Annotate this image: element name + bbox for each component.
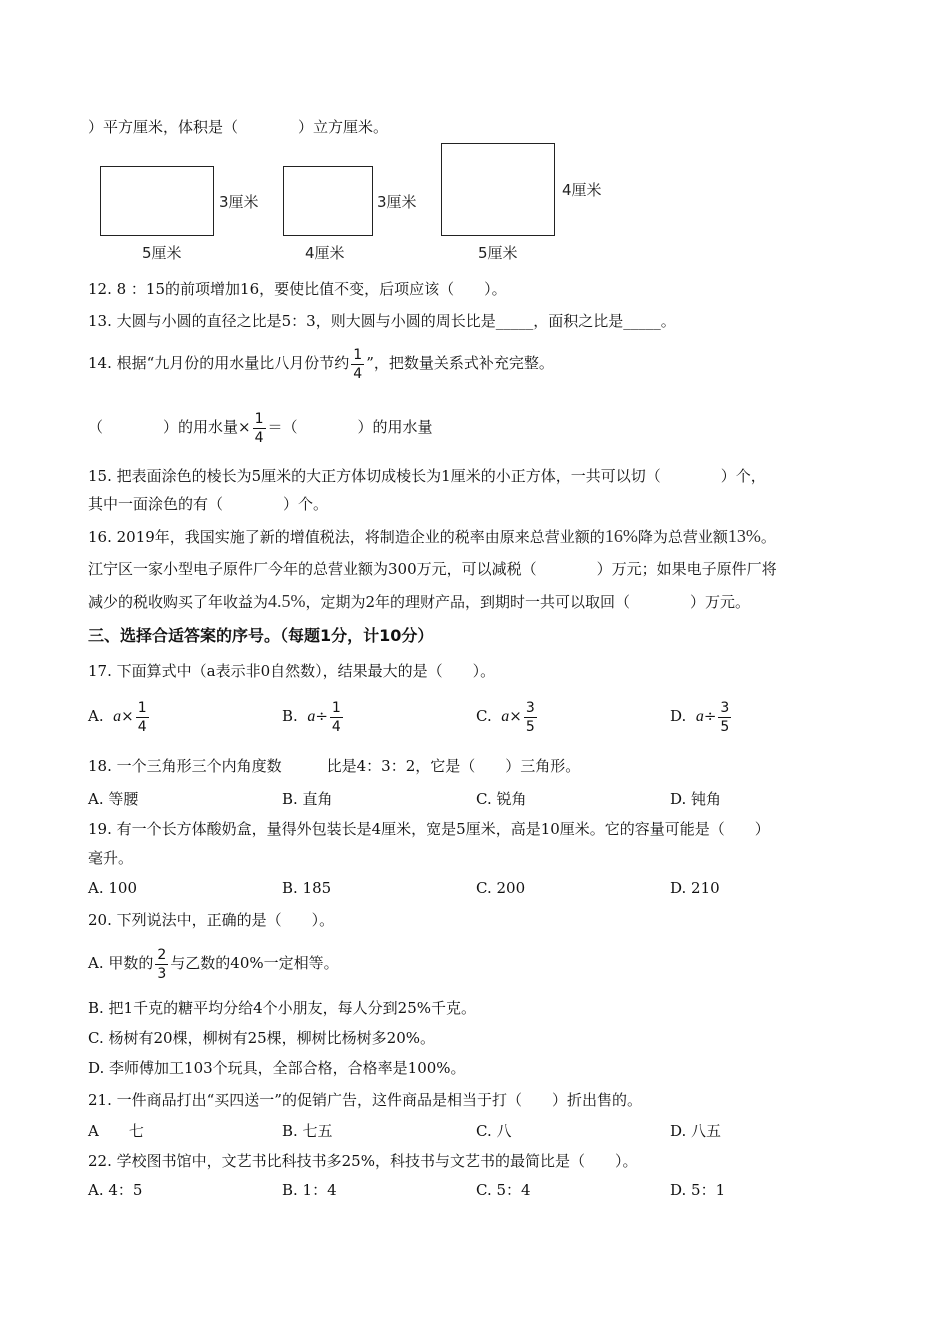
question-15-line-1: 15. 把表面涂色的棱长为5厘米的大正方体切成棱长为1厘米的小正方体，一共可以切（ ）个，	[88, 467, 766, 485]
question-14	[88, 342, 554, 384]
question-14-after: ”，把数量关系式补充完整。	[366, 354, 554, 372]
fraction-denominator: 4	[331, 718, 341, 735]
q21-option-a: A 七	[88, 1122, 144, 1140]
fraction-numerator: 3	[720, 699, 730, 716]
option-fraction	[524, 699, 537, 736]
variable-a: a	[695, 708, 704, 725]
question-20: 20. 下列说法中，正确的是（ ）。	[88, 911, 335, 929]
q16-text-e: ，定期为2年的理财产品，到期时一共可以取回（ ）万元。	[305, 593, 751, 611]
operator: ×	[509, 707, 522, 725]
q20-option-d: D. 李师傅加工103个玩具，全部合格，合格率是100%。	[88, 1059, 466, 1077]
rectangle-2-side: 3厘米	[377, 193, 417, 211]
q22-option-b: B. 1：4	[282, 1181, 337, 1199]
q19-option-d: D. 210	[670, 879, 720, 897]
option-label: C.	[476, 707, 492, 725]
q22-option-a: A. 4：5	[88, 1181, 143, 1199]
percent-4-5: 4.5%	[268, 591, 306, 611]
q16-text-a: 16. 2019年，我国实施了新的增值税法，将制造企业的税率由原来总营业额的	[88, 528, 605, 546]
rectangle-1-side: 3厘米	[219, 193, 259, 211]
fraction-denominator: 5	[525, 718, 535, 735]
q22-option-c: C. 5：4	[476, 1181, 531, 1199]
question-17: 17. 下面算式中（a表示非0自然数），结果最大的是（ ）。	[88, 662, 496, 680]
percent-16: 16%	[604, 526, 638, 546]
question-19-line-1: 19. 有一个长方体酸奶盒，量得外包装长是4厘米，宽是5厘米，高是10厘米。它的容量可能是（ ）	[88, 820, 770, 838]
operator: ×	[121, 707, 134, 725]
option-fraction	[718, 699, 731, 736]
q18-option-d: D. 钝角	[670, 790, 722, 808]
question-16-line-2: 江宁区一家小型电子原件厂今年的总营业额为300万元，可以减税（ ）万元；如果电子原件厂将	[88, 560, 777, 578]
percent-13: 13%	[727, 526, 761, 546]
fraction-denominator: 3	[157, 965, 167, 982]
rectangle-2	[283, 166, 373, 236]
fraction-denominator: 5	[720, 718, 730, 735]
formula-part-2: ＝（ ）的用水量	[267, 418, 433, 436]
q19-option-b: B. 185	[282, 879, 332, 897]
rectangle-3-bottom: 5厘米	[478, 244, 518, 262]
fraction-numerator: 1	[254, 410, 264, 427]
fraction-numerator: 2	[157, 946, 167, 963]
q21-option-b: B. 七五	[282, 1122, 333, 1140]
variable-a: a	[501, 708, 510, 725]
fraction-denominator: 4	[137, 718, 147, 735]
variable-a: a	[113, 708, 122, 725]
rectangle-3-side: 4厘米	[562, 181, 602, 199]
q17-option-a	[88, 694, 151, 739]
q17-option-c	[476, 694, 539, 739]
operator: ÷	[703, 707, 717, 725]
q19-option-c: C. 200	[476, 879, 526, 897]
option-label: B.	[282, 707, 298, 725]
q18-option-a: A. 等腰	[88, 790, 139, 808]
rectangle-1	[100, 166, 214, 236]
fraction-denominator: 4	[353, 365, 363, 382]
fraction-numerator: 1	[353, 346, 363, 363]
q16-text-c: 。	[760, 528, 776, 546]
option-label: A.	[88, 707, 104, 725]
question-18: 18. 一个三角形三个内角度数 比是4：3：2，它是（ ）三角形。	[88, 757, 581, 775]
question-22: 22. 学校图书馆中，文艺书比科技书多25%，科技书与文艺书的最简比是（ ）。	[88, 1152, 638, 1170]
q21-option-d: D. 八五	[670, 1122, 722, 1140]
option-fraction	[136, 699, 149, 736]
fraction-numerator: 3	[525, 699, 535, 716]
formula-part-1: （ ）的用水量×	[88, 418, 251, 436]
question-15-line-2: 其中一面涂色的有（ ）个。	[88, 495, 329, 513]
question-21: 21. 一件商品打出“买四送一”的促销广告，这件商品是相当于打（ ）折出售的。	[88, 1091, 642, 1109]
q19-option-a: A. 100	[88, 879, 137, 897]
q22-option-d: D. 5：1	[670, 1181, 726, 1199]
q20-option-a	[88, 941, 339, 985]
formula-fraction	[253, 410, 266, 447]
fraction-denominator: 4	[254, 429, 264, 446]
rectangle-3	[441, 143, 555, 236]
q20-option-c: C. 杨树有20棵，柳树有25棵，柳树比杨树多20%。	[88, 1029, 435, 1047]
fraction-two-thirds	[155, 946, 168, 983]
operator: ÷	[315, 707, 328, 725]
q16-text-d: 减少的税收购买了年收益为	[88, 593, 269, 611]
option-label: D.	[670, 707, 687, 725]
variable-a: a	[307, 708, 316, 725]
q21-option-c: C. 八	[476, 1122, 512, 1140]
fraction-one-quarter	[351, 346, 364, 383]
fraction-numerator: 1	[137, 699, 147, 716]
q18-option-c: C. 锐角	[476, 790, 527, 808]
q11-tail: ）平方厘米，体积是（ ）立方厘米。	[88, 118, 389, 136]
question-13: 13. 大圆与小圆的直径之比是5：3，则大圆与小圆的周长比是_____，面积之比是_____。	[88, 312, 676, 330]
rectangle-2-bottom: 4厘米	[305, 244, 345, 262]
section-3-heading: 三、选择合适答案的序号。（每题1分，计10分）	[88, 626, 434, 645]
question-19-line-2: 毫升。	[88, 849, 134, 867]
question-14-before: 14. 根据“九月份的用水量比八月份节约	[88, 354, 350, 372]
question-16-line-1	[88, 525, 776, 548]
option-a-before: A. 甲数的	[88, 954, 154, 972]
question-14-formula	[88, 406, 433, 448]
rectangle-1-bottom: 5厘米	[142, 244, 182, 262]
question-12: 12. 8 ：15的前项增加16，要使比值不变，后项应该（ ）。	[88, 280, 507, 298]
q20-option-b: B. 把1千克的糖平均分给4个小朋友，每人分到25%千克。	[88, 999, 476, 1017]
q17-option-d	[670, 694, 733, 739]
question-16-line-3	[88, 590, 750, 613]
q16-text-b: 降为总营业额	[637, 528, 728, 546]
fraction-numerator: 1	[331, 699, 341, 716]
option-a-after: 与乙数的40%一定相等。	[170, 954, 339, 972]
q17-option-b	[282, 694, 345, 739]
q18-option-b: B. 直角	[282, 790, 333, 808]
option-fraction	[330, 699, 343, 736]
